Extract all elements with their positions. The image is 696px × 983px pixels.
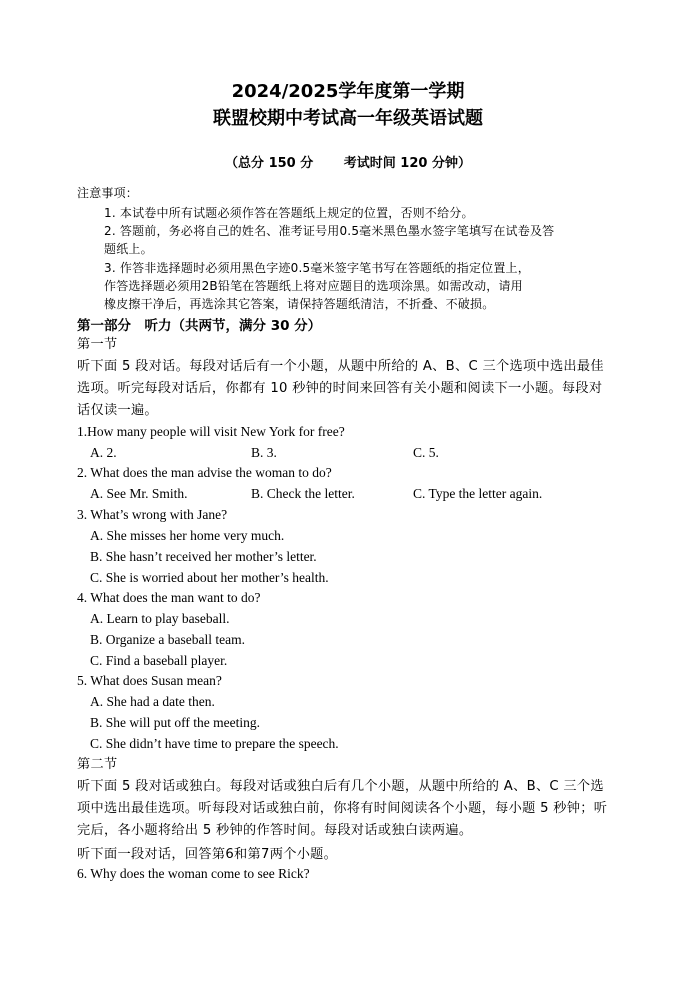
section2-instruction-line3: 完后，各小题将给出 5 秒钟的作答时间。每段对话或独白读两遍。 bbox=[77, 823, 473, 838]
question-2-option-a: A. See Mr. Smith. bbox=[90, 486, 188, 501]
question-5-stem: 5. What does Susan mean? bbox=[77, 673, 222, 688]
section1-instruction-line3: 话仅读一遍。 bbox=[77, 403, 158, 418]
question-5-option-a: A. She had a date then. bbox=[90, 694, 215, 709]
question-5-option-c: C. She didn’t have time to prepare the speech. bbox=[90, 736, 339, 751]
part1-heading: 第一部分 听力（共两节，满分 30 分） bbox=[77, 318, 322, 334]
notice-item-2-line1: 2. 答题前，务必将自己的姓名、准考证号用0.5毫米黑色墨水签字笔填写在试卷及答 bbox=[104, 224, 555, 238]
exam-title-line2: 联盟校期中考试高一年级英语试题 bbox=[213, 108, 483, 129]
exam-title-line1: 2024/2025学年度第一学期 bbox=[231, 81, 465, 102]
question-3-option-c: C. She is worried about her mother’s health. bbox=[90, 570, 329, 585]
question-2-stem: 2. What does the man advise the woman to do? bbox=[77, 465, 332, 480]
notice-item-2-line2: 题纸上。 bbox=[104, 242, 153, 256]
section2-instruction-line4: 听下面一段对话，回答第6和第7两个小题。 bbox=[77, 847, 338, 862]
question-3-option-a: A. She misses her home very much. bbox=[90, 528, 285, 543]
section1-instruction-line2: 选项。听完每段对话后，你都有 10 秒钟的时间来回答有关小题和阅读下一小题。每段对 bbox=[77, 381, 603, 396]
notice-item-3-line2: 作答选择题必须用2B铅笔在答题纸上将对应题目的选项涂黑。如需改动，请用 bbox=[104, 279, 523, 293]
notice-item-1: 1. 本试卷中所有试题必须作答在答题纸上规定的位置，否则不给分。 bbox=[104, 206, 474, 220]
question-6-stem: 6. Why does the woman come to see Rick? bbox=[77, 866, 310, 881]
score-time-info: （总分 150 分 考试时间 120 分钟） bbox=[225, 156, 471, 171]
section2-instruction-line2: 项中选出最佳选项。听每段对话或独白前，你将有时间阅读各个小题，每小题 5 秒钟；听 bbox=[77, 801, 608, 816]
question-2-option-c: C. Type the letter again. bbox=[413, 486, 543, 501]
notice-item-3-line1: 3. 作答非选择题时必须用黑色字迹0.5毫米签字笔书写在答题纸的指定位置上， bbox=[104, 261, 530, 275]
question-1-option-b: B. 3. bbox=[251, 445, 277, 460]
notice-heading: 注意事项： bbox=[77, 186, 139, 200]
question-4-option-b: B. Organize a baseball team. bbox=[90, 632, 245, 647]
notice-item-3-line3: 橡皮擦干净后，再选涂其它答案，请保持答题纸清洁，不折叠、不破损。 bbox=[104, 297, 495, 311]
question-2-option-b: B. Check the letter. bbox=[251, 486, 355, 501]
question-1-stem: 1.How many people will visit New York for free? bbox=[77, 424, 345, 439]
question-5-option-b: B. She will put off the meeting. bbox=[90, 715, 260, 730]
question-1-option-c: C. 5. bbox=[413, 445, 439, 460]
section2-label: 第二节 bbox=[77, 757, 118, 772]
question-1-option-a: A. 2. bbox=[90, 445, 117, 460]
section1-instruction-line1: 听下面 5 段对话。每段对话后有一个小题，从题中所给的 A、B、C 三个选项中选出最佳 bbox=[77, 359, 604, 374]
question-4-option-c: C. Find a baseball player. bbox=[90, 653, 228, 668]
question-4-stem: 4. What does the man want to do? bbox=[77, 590, 261, 605]
section2-instruction-line1: 听下面 5 段对话或独白。每段对话或独白后有几个小题，从题中所给的 A、B、C 三个选 bbox=[77, 779, 604, 794]
question-3-stem: 3. What’s wrong with Jane? bbox=[77, 507, 228, 522]
question-3-option-b: B. She hasn’t received her mother’s letter. bbox=[90, 549, 317, 564]
section1-label: 第一节 bbox=[77, 337, 118, 352]
question-4-option-a: A. Learn to play baseball. bbox=[90, 611, 230, 626]
